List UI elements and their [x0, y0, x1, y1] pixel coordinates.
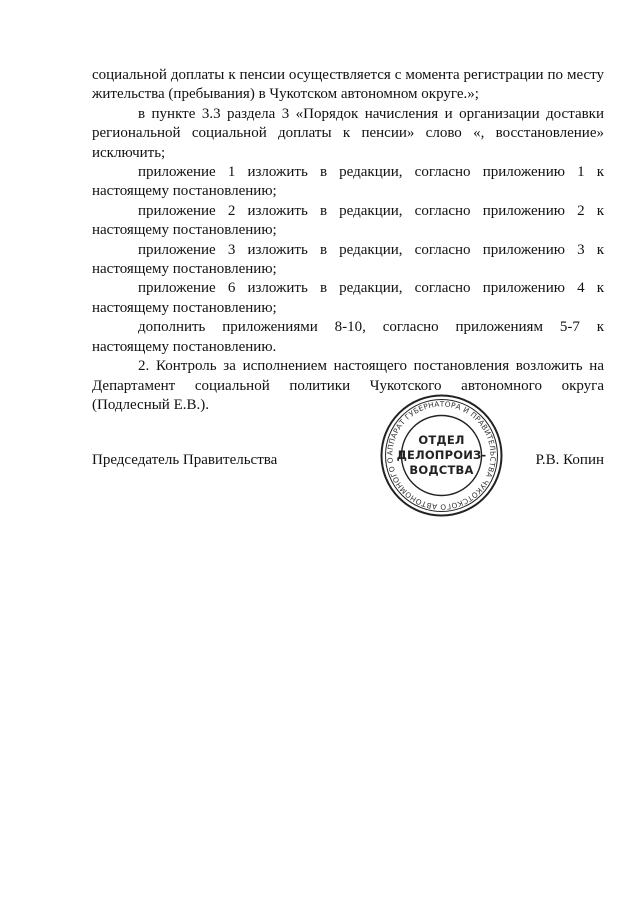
paragraph-appendix-3: приложение 3 изложить в редакции, согласно приложению 3 к настоящему постановлению; [92, 241, 604, 278]
paragraph-appendix-8-10: дополнить приложениями 8-10, согласно приложениям 5-7 к настоящему постановлению. [92, 319, 604, 355]
stamp-ring-text: АППАРАТ ГУБЕРНАТОРА И ПРАВИТЕЛЬСТВА ЧУКОТСКОГО АВТОНОМНОГО О [385, 399, 498, 512]
signature-block [92, 452, 604, 472]
paragraph-appendix-6: приложение 6 изложить в редакции, согласно приложению 4 к настоящему постановлению; [92, 280, 604, 316]
document-body [92, 66, 604, 415]
paragraph-continuation: социальной доплаты к пенсии осуществляется с момента регистрации по месту жительства (пребывания) в Чукотском автономном округе.»; [92, 67, 604, 103]
signatory-name: Р.В. Копин [535, 452, 604, 468]
stamp-line-2: ДЕЛОПРОИЗ- [396, 448, 487, 462]
paragraph-item-3-3: в пункте 3.3 раздела 3 «Порядок начисления и организации доставки региональной социальной доплаты к пенсии» слово «, восстановление» исключить; [92, 105, 604, 161]
paragraph-appendix-2: приложение 2 изложить в редакции, согласно приложению 2 к настоящему постановлению; [92, 202, 604, 239]
paragraph-appendix-1: приложение 1 изложить в редакции, согласно приложению 1 к настоящему постановлению; [92, 164, 604, 200]
paragraph-control: 2. Контроль за исполнением настоящего постановления возложить на Департамент социальной политики Чукотского автономного округа (Подлесный Е.В.). [92, 358, 604, 413]
stamp-center-text [379, 433, 504, 478]
signatory-title: Председатель Правительства [92, 452, 278, 468]
stamp-line-3: ВОДСТВА [409, 463, 474, 477]
official-stamp [379, 393, 504, 518]
stamp-line-1: ОТДЕЛ [418, 433, 465, 447]
